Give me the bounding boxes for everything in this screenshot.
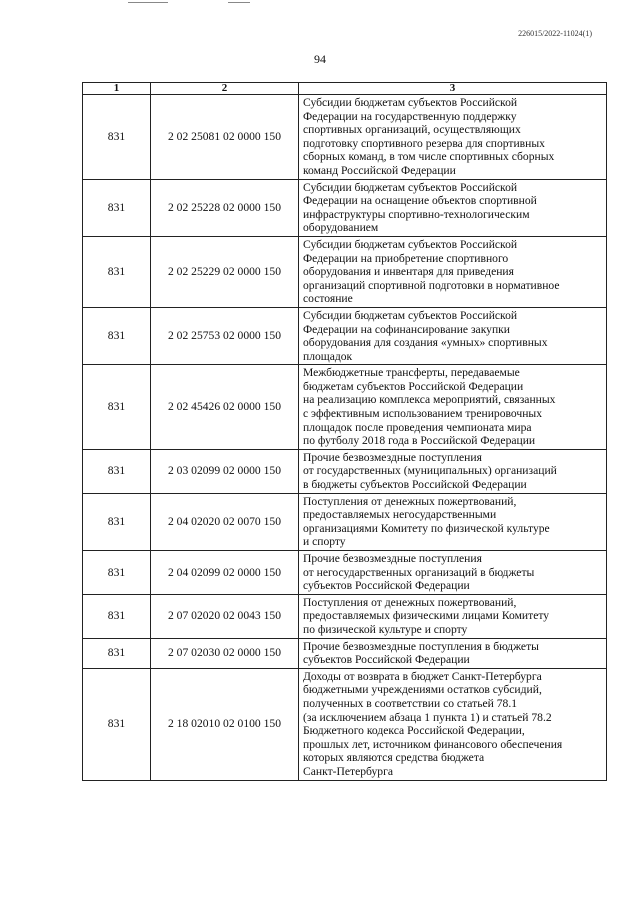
- admin-code-cell: 831: [83, 95, 151, 180]
- budget-code-cell: 2 07 02030 02 0000 150: [151, 638, 299, 668]
- admin-code-cell: 831: [83, 551, 151, 595]
- description-line: Бюджетного кодекса Российской Федерации,: [303, 724, 525, 738]
- description-line: команд Российской Федерации: [303, 163, 456, 177]
- scan-artifact: [228, 2, 250, 3]
- description-cell: [299, 638, 607, 668]
- description-line: Поступления от денежных пожертвований,: [303, 595, 517, 609]
- description-line: подготовку спортивного резерва для спортивных: [303, 136, 545, 150]
- admin-code-cell: 831: [83, 236, 151, 307]
- page-number: 94: [314, 52, 326, 66]
- description-line: с эффективным использованием тренировочных: [303, 407, 543, 421]
- description-line: Федерации на государственную поддержку: [303, 109, 517, 123]
- description-line: площадок: [303, 349, 353, 363]
- table-header-row: [83, 83, 607, 95]
- description-line: бюджетными учреждениями остатков субсидий,: [303, 683, 542, 697]
- table-row: [83, 668, 607, 780]
- budget-codes-table: [82, 82, 607, 781]
- description-line: на реализацию комплекса мероприятий, связанных: [303, 393, 556, 407]
- budget-code-cell: 2 03 02099 02 0000 150: [151, 449, 299, 493]
- description-cell: [299, 449, 607, 493]
- description-cell: [299, 365, 607, 450]
- column-header-2: 2: [151, 83, 299, 95]
- admin-code-cell: 831: [83, 638, 151, 668]
- table-row: [83, 95, 607, 180]
- description-line: спортивных организаций, осуществляющих: [303, 123, 521, 137]
- description-cell: [299, 551, 607, 595]
- document-id: 226015/2022-11024(1): [518, 29, 592, 38]
- budget-code-cell: 2 02 25229 02 0000 150: [151, 236, 299, 307]
- budget-code-cell: 2 02 45426 02 0000 150: [151, 365, 299, 450]
- description-line: (за исключением абзаца 1 пункта 1) и статьей 78.2: [303, 710, 552, 724]
- description-line: Федерации на приобретение спортивного: [303, 251, 509, 265]
- description-line: оборудования для создания «умных» спортивных: [303, 336, 548, 350]
- description-line: Прочие безвозмездные поступления: [303, 552, 482, 565]
- description-line: бюджетам субъектов Российской Федерации: [303, 379, 524, 393]
- description-line: сборных команд, в том числе спортивных сборных: [303, 150, 555, 164]
- table-row: [83, 307, 607, 364]
- description-line: Федерации на софинансирование закупки: [303, 322, 511, 336]
- admin-code-cell: 831: [83, 449, 151, 493]
- admin-code-cell: 831: [83, 179, 151, 236]
- description-line: предоставляемых негосударственными: [303, 508, 497, 522]
- description-line: Прочие безвозмездные поступления: [303, 450, 482, 464]
- admin-code-cell: 831: [83, 365, 151, 450]
- budget-code-cell: 2 07 02020 02 0043 150: [151, 594, 299, 638]
- budget-code-cell: 2 02 25081 02 0000 150: [151, 95, 299, 180]
- description-line: в бюджеты субъектов Российской Федерации: [303, 478, 527, 492]
- description-line: субъектов Российской Федерации: [303, 653, 470, 667]
- description-line: по футболу 2018 года в Российской Федерации: [303, 434, 536, 448]
- scan-artifact: [128, 2, 168, 3]
- description-line: Субсидии бюджетам субъектов Российской: [303, 96, 518, 109]
- description-line: оборудованием: [303, 221, 379, 235]
- description-line: предоставляемых физическими лицами Комитету: [303, 609, 550, 623]
- admin-code-cell: 831: [83, 594, 151, 638]
- admin-code-cell: 831: [83, 668, 151, 780]
- description-cell: [299, 668, 607, 780]
- description-line: по физической культуре и спорту: [303, 622, 468, 636]
- description-line: и спорту: [303, 535, 346, 549]
- description-cell: [299, 307, 607, 364]
- table-row: [83, 179, 607, 236]
- table-row: [83, 236, 607, 307]
- table-row: [83, 365, 607, 450]
- description-cell: [299, 179, 607, 236]
- budget-code-cell: 2 04 02099 02 0000 150: [151, 551, 299, 595]
- admin-code-cell: 831: [83, 493, 151, 550]
- description-line: оборудования и инвентаря для приведения: [303, 265, 514, 279]
- description-line: организациями Комитету по физической культуре: [303, 521, 550, 535]
- table-row: [83, 449, 607, 493]
- description-line: Субсидии бюджетам субъектов Российской: [303, 237, 518, 251]
- table-row: [83, 594, 607, 638]
- description-cell: [299, 236, 607, 307]
- description-line: Прочие безвозмездные поступления в бюджеты: [303, 639, 539, 653]
- description-line: Санкт-Петербурга: [303, 764, 393, 778]
- description-line: Поступления от денежных пожертвований,: [303, 494, 517, 508]
- description-line: от государственных (муниципальных) организаций: [303, 464, 557, 478]
- column-header-3: 3: [299, 83, 607, 95]
- table-row: [83, 493, 607, 550]
- description-line: которых являются средства бюджета: [303, 751, 485, 765]
- description-line: Субсидии бюджетам субъектов Российской: [303, 308, 518, 322]
- admin-code-cell: 831: [83, 307, 151, 364]
- description-line: Межбюджетные трансферты, передаваемые: [303, 366, 520, 380]
- description-cell: [299, 493, 607, 550]
- budget-code-cell: 2 18 02010 02 0100 150: [151, 668, 299, 780]
- table-row: [83, 638, 607, 668]
- budget-code-cell: 2 02 25228 02 0000 150: [151, 179, 299, 236]
- description-line: субъектов Российской Федерации: [303, 579, 470, 593]
- column-header-1: 1: [83, 83, 151, 95]
- description-line: Доходы от возврата в бюджет Санкт-Петербурга: [303, 669, 542, 683]
- description-line: состояние: [303, 292, 353, 306]
- description-cell: [299, 95, 607, 180]
- description-line: инфраструктуры спортивно-технологическим: [303, 207, 530, 221]
- description-line: организаций спортивной подготовки в нормативное: [303, 278, 560, 292]
- budget-code-cell: 2 04 02020 02 0070 150: [151, 493, 299, 550]
- budget-code-cell: 2 02 25753 02 0000 150: [151, 307, 299, 364]
- table-row: [83, 551, 607, 595]
- description-line: от негосударственных организаций в бюджеты: [303, 565, 535, 579]
- description-line: Федерации на оснащение объектов спортивной: [303, 194, 537, 208]
- description-line: полученных в соответствии со статьей 78.1: [303, 696, 518, 710]
- description-line: прошлых лет, источником финансового обеспечения: [303, 737, 563, 751]
- description-cell: [299, 594, 607, 638]
- description-line: Субсидии бюджетам субъектов Российской: [303, 180, 518, 194]
- description-line: площадок после проведения чемпионата мира: [303, 420, 532, 434]
